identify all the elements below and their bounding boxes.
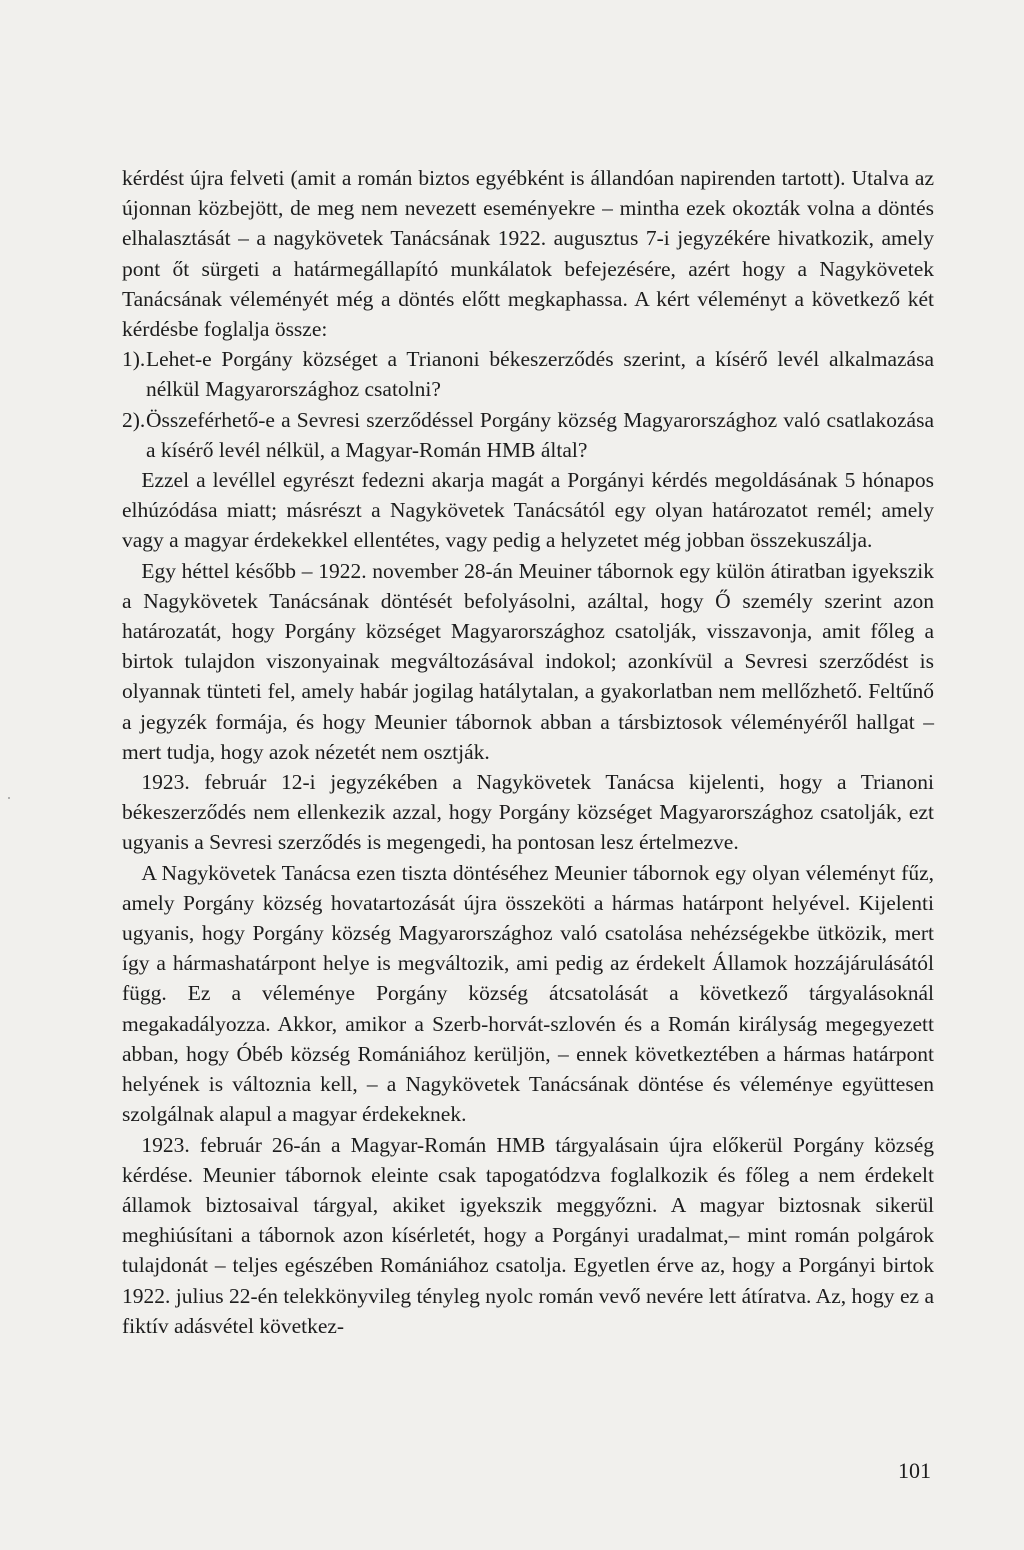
list-item bbox=[122, 405, 934, 465]
list-item-text: Lehet-e Porgány községet a Trianoni békeszerződés szerint, a kísérő levél alkalmazása nélkül Magyarországhoz csatolni? bbox=[146, 347, 934, 402]
scan-speck bbox=[8, 797, 10, 799]
paragraph: A Nagykövetek Tanácsa ezen tiszta döntéséhez Meunier tábornok egy olyan véleményt fűz, amely Porgány község hovatartozását újra összeköti a hármas határpont helyével. Kijelenti ugyanis, hogy Porgány község Magyarországhoz való csatolása nehézségekbe ütközik, mert így a hármashatárpont helye is megváltozik, ami pedig az érdekelt Államok hozzájárulásától függ. Ez a véleménye Porgány község átcsatolását a következő tárgyalásoknál megakadályozza. Akkor, amikor a Szerb-horvát-szlovén és a Román királyság megegyezett abban, hogy Óbéb község Romániához kerüljön, – ennek következtében a hármas határpont helyének is változnia kell, – a Nagykövetek Tanácsának döntése és véleménye együttesen szolgálnak alapul a magyar érdekeknek. bbox=[122, 860, 934, 1127]
paragraph: Ezzel a levéllel egyrészt fedezni akarja magát a Porgányi kérdés megoldásának 5 hónapos elhúzódása miatt; másrészt a Nagykövetek Tanácsától egy olyan határozatot remél; amely vagy a magyar érdekekkel ellentétes, vagy pedig a helyzetet még jobban összekuszálja. bbox=[122, 468, 934, 553]
paragraph: 1923. február 26-án a Magyar-Román HMB tárgyalásain újra előkerül Porgány község kérdése. Meunier tábornok eleinte csak tapogatódzva foglalkozik és főleg a nem érdekelt államok biztosaival tárgyal, akiket igyekszik meggyőzni. A magyar biztosnak sikerül meghiúsítani a tábornok azon kísérletét, hogy a Porgányi uradalmat,– mint román polgárok tulajdonát – teljes egészében Romániához csatolja. Egyetlen érve az, hogy a Porgányi birtok 1922. julius 22-én telekkönyvileg tényleg nyolc román vevő nevére lett átíratva. Az, hogy ez a fiktív adásvétel következ- bbox=[122, 1132, 934, 1338]
list-item-number: 1). bbox=[122, 347, 146, 372]
paragraph: 1923. február 12-i jegyzékében a Nagykövetek Tanácsa kijelenti, hogy a Trianoni békeszerződés nem ellenkezik azzal, hogy Porgány községet Magyarországhoz csatolják, ezt ugyanis a Sevresi szerződés is megengedi, ha pontosan lesz értelmezve. bbox=[122, 770, 934, 855]
paragraph: Egy héttel később – 1922. november 28-án Meuiner tábornok egy külön átiratban igyekszik a Nagykövetek Tanácsának döntését befolyásolni, azáltal, hogy Ő személy szerint azon határozatát, hogy Porgány községet Magyarországhoz csatolják, visszavonja, amit főleg a birtok tulajdon viszonyainak megváltozásával indokol; azonkívül a Sevresi szerződést is olyannak tünteti fel, amely habár jogilag hatálytalan, a gyakorlatban nem mellőzhető. Feltűnő a jegyzék formája, és hogy Meunier tábornok abban a társbiztosok véleményéről hallgat – mert tudja, hogy azok nézetét nem osztják. bbox=[122, 558, 934, 764]
page-number: 101 bbox=[898, 1458, 931, 1483]
page-body bbox=[122, 163, 934, 1341]
paragraph: kérdést újra felveti (amit a román biztos egyébként is állandóan napirenden tartott). Utalva az újonnan közbejött, de meg nem nevezett eseményekre – mintha ezek okozták volna a döntés elhalasztását – a nagykövetek Tanácsának 1922. augusztus 7-i jegyzékére hivatkozik, amely pont őt sürgeti a határmegállapító munkálatok befejezésére, azért hogy a Nagykövetek Tanácsának véleményét még a döntés előtt megkaphassa. A kért véleményt a következő két kérdésbe foglalja össze: bbox=[122, 166, 934, 342]
list-item-text: Összeférhető-e a Sevresi szerződéssel Porgány község Magyarországhoz való csatlakozása a kísérő levél nélkül, a Magyar-Román HMB által? bbox=[146, 407, 934, 462]
list-item bbox=[122, 344, 934, 404]
list-item-number: 2). bbox=[122, 407, 146, 432]
